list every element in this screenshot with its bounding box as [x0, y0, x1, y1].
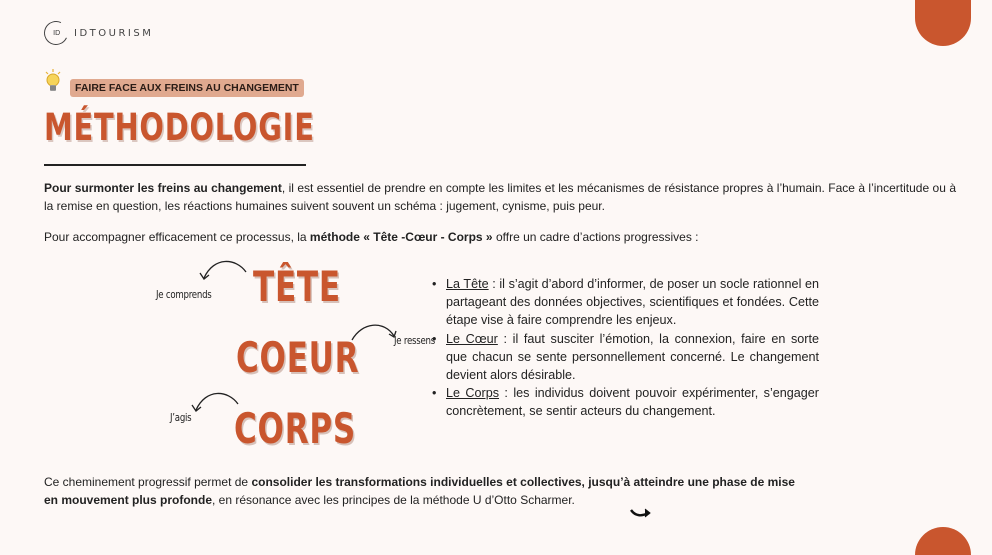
method-name: méthode « Tête -Cœur - Corps » [309, 230, 493, 244]
method-text-after: offre un cadre d’actions progressives : [492, 230, 699, 244]
step-text: : les individus doivent pouvoir expérimenter, s’engager concrètement, se sentir acteurs du changement. [446, 386, 819, 419]
brand-name: IDTOURISM [74, 27, 154, 39]
word-coeur: COEUR [236, 333, 360, 382]
title-divider [44, 164, 306, 166]
word-corps: CORPS [234, 404, 357, 453]
conclusion-bold: consolider les transformations individuelles et collectives, jusqu’à atteindre une phase de mise en mouvement plus profonde [44, 475, 795, 507]
list-item [432, 384, 819, 420]
coeur-note: Je ressens [394, 335, 435, 347]
step-term: Le Cœur [446, 331, 498, 346]
word-tete: TÊTE [253, 262, 341, 311]
intro-bold: Pour surmonter les freins au changement [44, 181, 282, 195]
curved-arrow-icon [198, 258, 250, 284]
tete-note: Je comprends [156, 289, 212, 301]
lightbulb-icon [44, 69, 62, 95]
next-arrow-icon[interactable] [630, 507, 652, 519]
step-text: : il faut susciter l’émotion, la connexion, faire en sorte que chacun se sente personnellement concerné. Le changement devient alors désirable. [446, 331, 819, 383]
list-item [432, 275, 819, 330]
conclusion-text-after: , en résonance avec les principes de la méthode U d’Otto Scharmer. [212, 492, 575, 507]
intro-paragraph [44, 180, 956, 215]
corps-note: J’agis [170, 412, 192, 424]
decorative-corner-bottom [915, 527, 971, 555]
intro-text: , il est essentiel de prendre en compte les limites et les mécanismes de résistance propres à l’humain. Face à l’incertitude ou à la remise en question, les réactions humaines suivent souvent un schéma : jugement, cynisme, puis peur. [44, 181, 956, 213]
decorative-corner-top [915, 0, 971, 46]
method-text-before: Pour accompagner efficacement ce processus, la [44, 230, 310, 244]
page-title: MÉTHODOLOGIE [44, 106, 315, 149]
step-term: Le Corps [446, 386, 500, 401]
brand-logo [44, 21, 153, 45]
conclusion-text-before: Ce cheminement progressif permet de [44, 475, 252, 489]
step-text: : il s’agit d’abord d’informer, de poser un socle rationnel en partageant des données objectives, scientifiques et fondées. Cette étape vise à faire comprendre les enjeux. [446, 277, 819, 328]
brand-mark: ID [41, 18, 72, 49]
list-item [432, 330, 819, 385]
method-steps-list [432, 275, 819, 421]
conclusion-paragraph [44, 474, 804, 509]
section-tag: FAIRE FACE AUX FREINS AU CHANGEMENT [70, 79, 304, 97]
step-term: La Tête [446, 277, 489, 291]
method-paragraph [44, 229, 956, 247]
